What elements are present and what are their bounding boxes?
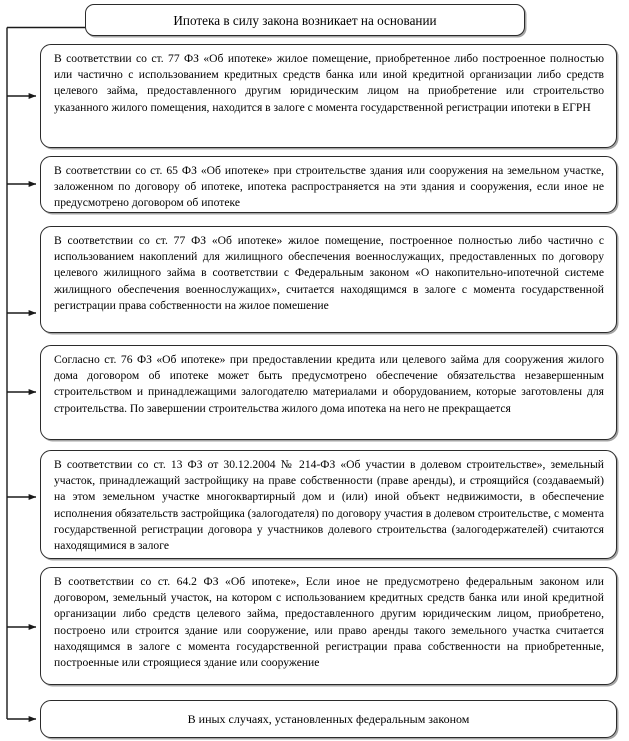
branch-box-5 [40, 450, 617, 559]
branch-text-3: В соответствии со ст. 77 ФЗ «Об ипотеке» жилое помещение, построенное полностью либо частично с использованием накоплений для жилищного обеспечения военнослужащих, предоставленных по договору целевого жилищного займа в соответствии с Федеральным законом «О накопительно-ипотечной системе жилищного обеспечения военнослужащих», считается находящимся в залоге с момента государственной регистрации права собственности на жилое помешение [54, 234, 604, 312]
branch-box-1 [40, 44, 617, 148]
branch-box-4 [40, 345, 617, 440]
branch-box-3 [40, 226, 617, 333]
diagram-title-text: Ипотека в силу закона возникает на основании [173, 12, 437, 28]
branch-text-7: В иных случаях, установленных федеральным законом [187, 711, 470, 726]
branch-box-7 [40, 700, 617, 738]
branch-text-5: В соответствии со ст. 13 ФЗ от 30.12.2004 № 214-ФЗ «Об участии в долевом строительстве», земельный участок, принадлежащий застройщику на праве собственности (праве аренды), и строящийся (создаваемый) на этом земельном участке многоквартирный дом и (или) иной объект недвижимости, в обеспечение исполнения обязательств застройщика (залогодателя) по договору участия в долевом строительстве, с момента государственной регистрации договора у участников долевого строительства (залогодержателей) считаются находящимися в залоге [54, 458, 604, 553]
branch-text-4: Согласно ст. 76 ФЗ «Об ипотеке» при предоставлении кредита или целевого займа для сооружения жилого дома договором об ипотеке может быть предусмотрено обеспечение обязательства незавершенным строительством и принадлежащими залогодателю материалами и оборудованием, которые заготовлены для строительства. По завершении строительства жилого дома ипотека на него не прекращается [54, 353, 604, 415]
branch-text-1: В соответствии со ст. 77 ФЗ «Об ипотеке» жилое помещение, приобретенное либо построенное полностью или частично с использованием кредитных средств банка или иной кредитной организации либо средств целевого займа, предоставленного другим юридическим лицом на приобретение или строительство указанного жилого помещения, находится в залоге с момента государственной регистрации ипотеки в ЕГРН [54, 52, 604, 114]
diagram-title-box [85, 4, 525, 36]
branch-text-6: В соответствии со ст. 64.2 ФЗ «Об ипотеке», Если иное не предусмотрено федеральным законом или договором, земельный участок, на котором с использованием кредитных средств банка или иной кредитной организации либо средств целевого займа, предоставленного другим юридическим лицом, приобретено, построено или строится здание или сооружение, или право аренды такого земельного участка считается находящимся в залоге с момента государственной регистрации права собственности на приобретенные, построенные или строящиеся здание или сооружение [54, 575, 604, 670]
branch-box-6 [40, 567, 617, 685]
branch-text-2: В соответствии со ст. 65 ФЗ «Об ипотеке» при строительстве здания или сооружения на земельном участке, заложенном по договору об ипотеке, ипотека распространяется на эти здания и сооружения, если иное не предусмотрено договором об ипотеке [54, 164, 604, 210]
branch-box-2 [40, 156, 617, 213]
